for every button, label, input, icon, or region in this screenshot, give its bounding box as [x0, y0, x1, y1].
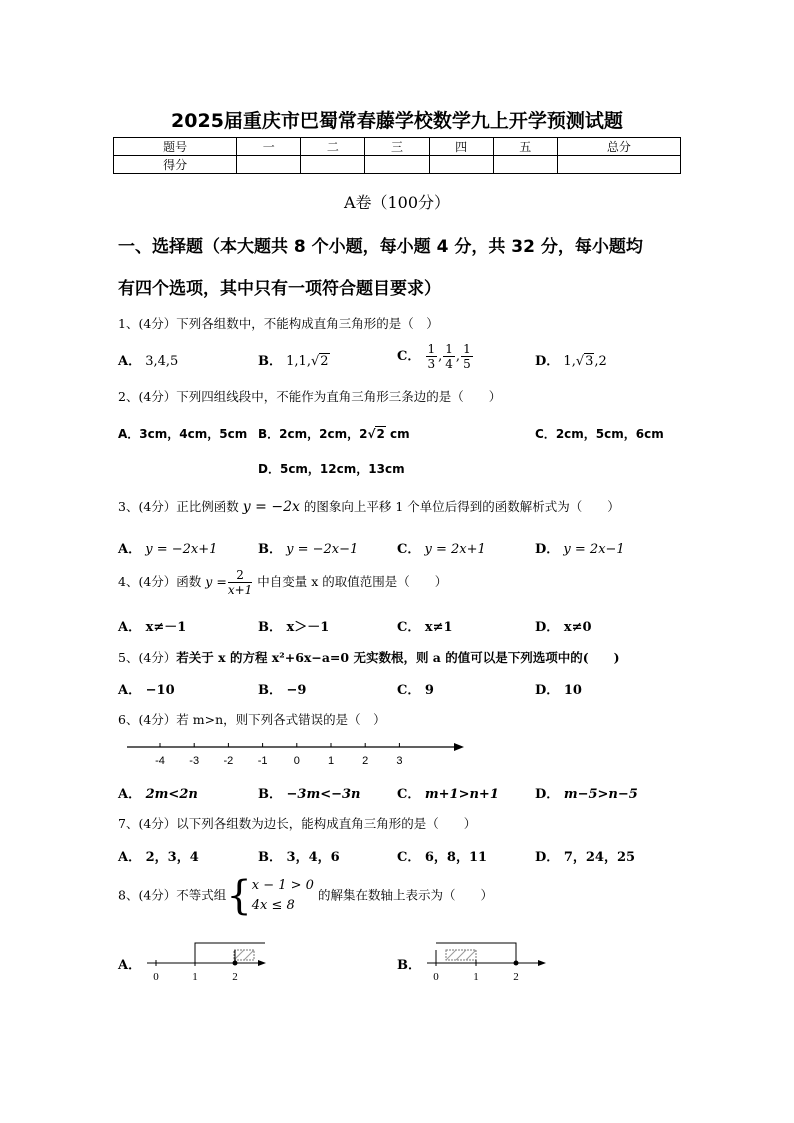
number-line-tick-label: 3: [396, 755, 403, 767]
option-text: 2cm，5cm，6cm: [555, 427, 664, 441]
sqrt-radicand: 3: [585, 354, 594, 369]
number-line-tick-label: -1: [257, 755, 268, 767]
option-label: D．: [535, 542, 560, 557]
number-line-tick-label: -4: [155, 755, 165, 767]
option-text: 1,: [563, 354, 576, 369]
option-label: A．: [118, 958, 142, 973]
option-label: B．: [258, 787, 282, 802]
option-text: 1,1,: [286, 354, 311, 369]
option-label: D．: [535, 683, 560, 698]
question-text: 函数: [176, 574, 202, 589]
option-text: 7，24，25: [563, 850, 636, 865]
q1-option-c[interactable]: C． $\frac{1}{3}$ , $\frac{1}{4}$ , $\frac{1}{5}$: [397, 342, 471, 371]
section-heading-line-2: 有四个选项，其中只有一项符合题目要求）: [118, 279, 441, 299]
option-label: A．: [118, 683, 142, 698]
option-text: x≠0: [563, 620, 592, 635]
section-a-title: A卷（100分）: [343, 193, 451, 212]
option-text: y = 2x−1: [563, 542, 625, 557]
section-heading-line-1: 一、选择题（本大题共 8 个小题，每小题 4 分，共 32 分，每小题均: [118, 237, 643, 257]
sqrt-radicand: 2: [320, 354, 329, 369]
option-label: C．: [535, 427, 556, 441]
option-label: D．: [535, 620, 560, 635]
number-line-tick-label: 1: [327, 755, 335, 767]
denominator: 4: [445, 357, 453, 371]
option-text: y = 2x+1: [424, 542, 486, 557]
option-label: D．: [258, 462, 280, 476]
sqrt-radicand: 2: [376, 427, 385, 441]
option-label: C．: [397, 850, 421, 865]
numerator: 2: [228, 568, 252, 583]
axis-tick-label: 0: [153, 971, 159, 983]
option-text: 2cm，2cm，2: [279, 427, 368, 441]
question-text: 正比例函数: [176, 499, 239, 514]
option-label: A．: [118, 850, 142, 865]
option-text: x≠－1: [145, 620, 187, 635]
number-line-tick-label: 0: [293, 755, 300, 767]
question-number: 8、(4分）: [118, 887, 177, 903]
formula: y =: [205, 574, 227, 589]
option-label: B．: [397, 958, 421, 973]
denominator: x+1: [227, 583, 253, 597]
denominator: 3: [427, 357, 436, 371]
question-number: 3、(4分）: [118, 499, 177, 514]
score-row-label: 得分: [114, 156, 237, 174]
option-text: cm: [390, 427, 410, 441]
option-label: D．: [535, 354, 560, 369]
score-header-cell: 五: [493, 138, 557, 156]
option-label: A．: [118, 787, 142, 802]
question-text: 不等式组: [176, 887, 227, 903]
question-number: 1、(4分）: [118, 316, 177, 331]
question-number: 2、(4分）: [118, 389, 177, 404]
option-label: A．: [118, 620, 142, 635]
option-text: ,2: [594, 354, 607, 369]
option-label: C．: [397, 787, 421, 802]
option-label: B．: [258, 850, 282, 865]
score-header-cell: 一: [237, 138, 301, 156]
option-label: C．: [397, 683, 421, 698]
option-label: B．: [258, 354, 282, 369]
score-header-cell: 题号: [114, 138, 237, 156]
option-text: −3m<−3n: [286, 787, 361, 802]
number-line-tick-label: 2: [362, 755, 369, 767]
question-text: 中自变量 x 的取值范围是（ ）: [257, 574, 448, 589]
option-label: A．: [118, 427, 140, 441]
option-text: 2，3，4: [145, 850, 199, 865]
option-label: D．: [535, 850, 560, 865]
question-text: 下列四组线段中，不能作为直角三角形三条边的是（ ）: [176, 389, 502, 404]
option-label: D．: [535, 787, 560, 802]
option-text: m+1>n+1: [424, 787, 499, 802]
question-text: 的解集在数轴上表示为（ ）: [317, 887, 493, 903]
option-text: −10: [145, 683, 175, 698]
option-label: A．: [118, 542, 142, 557]
axis-tick-label: 0: [433, 971, 439, 983]
option-text: m−5>n−5: [563, 787, 638, 802]
question-number: 6、(4分）: [118, 712, 177, 727]
score-header-cell: 三: [365, 138, 429, 156]
option-text: 6，8，11: [424, 850, 488, 865]
option-text: x＞－1: [286, 620, 330, 635]
option-text: 3,4,5: [145, 354, 179, 369]
number-line-tick-label: -3: [189, 755, 200, 767]
numerator: 1: [463, 342, 471, 356]
q1-option-d[interactable]: D． 1,√3,2: [535, 354, 607, 369]
option-text: 10: [563, 683, 582, 698]
formula: y = −2x: [242, 499, 300, 515]
option-text: 3，4，6: [286, 850, 340, 865]
option-label: C．: [397, 349, 421, 364]
question-number: 7、(4分）: [118, 816, 177, 831]
question-text: 的图象向上平移 1 个单位后得到的函数解析式为（ ）: [303, 499, 620, 514]
inequality-1: x − 1 > 0: [251, 878, 314, 893]
q1-option-b[interactable]: B． 1,1,√2: [258, 354, 329, 369]
score-header-cell: 四: [429, 138, 493, 156]
option-text: 9: [424, 683, 434, 698]
question-text: 以下列各组数为边长，能构成直角三角形的是（ ）: [176, 816, 477, 831]
brace: {: [226, 873, 252, 919]
option-label: B．: [258, 683, 282, 698]
number-line-tick-label: -2: [223, 755, 234, 767]
q2-option-b[interactable]: B．2cm，2cm，2√2 cm: [258, 427, 410, 441]
numerator: 1: [427, 342, 436, 356]
score-header-cell: 总分: [557, 138, 680, 156]
option-label: B．: [258, 427, 280, 441]
question-text: 下列各组数中，不能构成直角三角形的是（ ）: [176, 316, 439, 331]
question-text: 若关于 x 的方程 x²+6x−a=0 无实数根，则 a 的值可以是下列选项中的( ): [176, 650, 620, 665]
axis-tick-label: 2: [513, 971, 519, 983]
question-text: 若 m>n，则下列各式错误的是（ ）: [176, 712, 386, 727]
option-label: B．: [258, 620, 282, 635]
option-text: 2m<2n: [145, 787, 198, 802]
numerator: 1: [445, 342, 453, 356]
option-text: −9: [286, 683, 307, 698]
axis-tick-label: 1: [473, 971, 479, 983]
option-label: C．: [397, 620, 421, 635]
axis-tick-label: 2: [232, 971, 238, 983]
question-number: 4、(4分）: [118, 574, 177, 589]
option-label: B．: [258, 542, 282, 557]
option-label: C．: [397, 542, 421, 557]
page-title: 2025届重庆市巴蜀常春藤学校数学九上开学预测试题: [171, 110, 623, 132]
inequality-2: 4x ≤ 8: [251, 898, 295, 913]
option-text: y = −2x−1: [286, 542, 359, 557]
option-text: 5cm，12cm，13cm: [279, 462, 405, 476]
option-label: A．: [118, 354, 142, 369]
option-text: 3cm，4cm，5cm: [139, 427, 248, 441]
question-number: 5、(4分）: [118, 650, 177, 665]
option-text: x≠1: [424, 620, 453, 635]
axis-tick-label: 1: [192, 971, 198, 983]
option-text: y = −2x+1: [145, 542, 218, 557]
score-header-cell: 二: [301, 138, 365, 156]
denominator: 5: [463, 357, 471, 371]
